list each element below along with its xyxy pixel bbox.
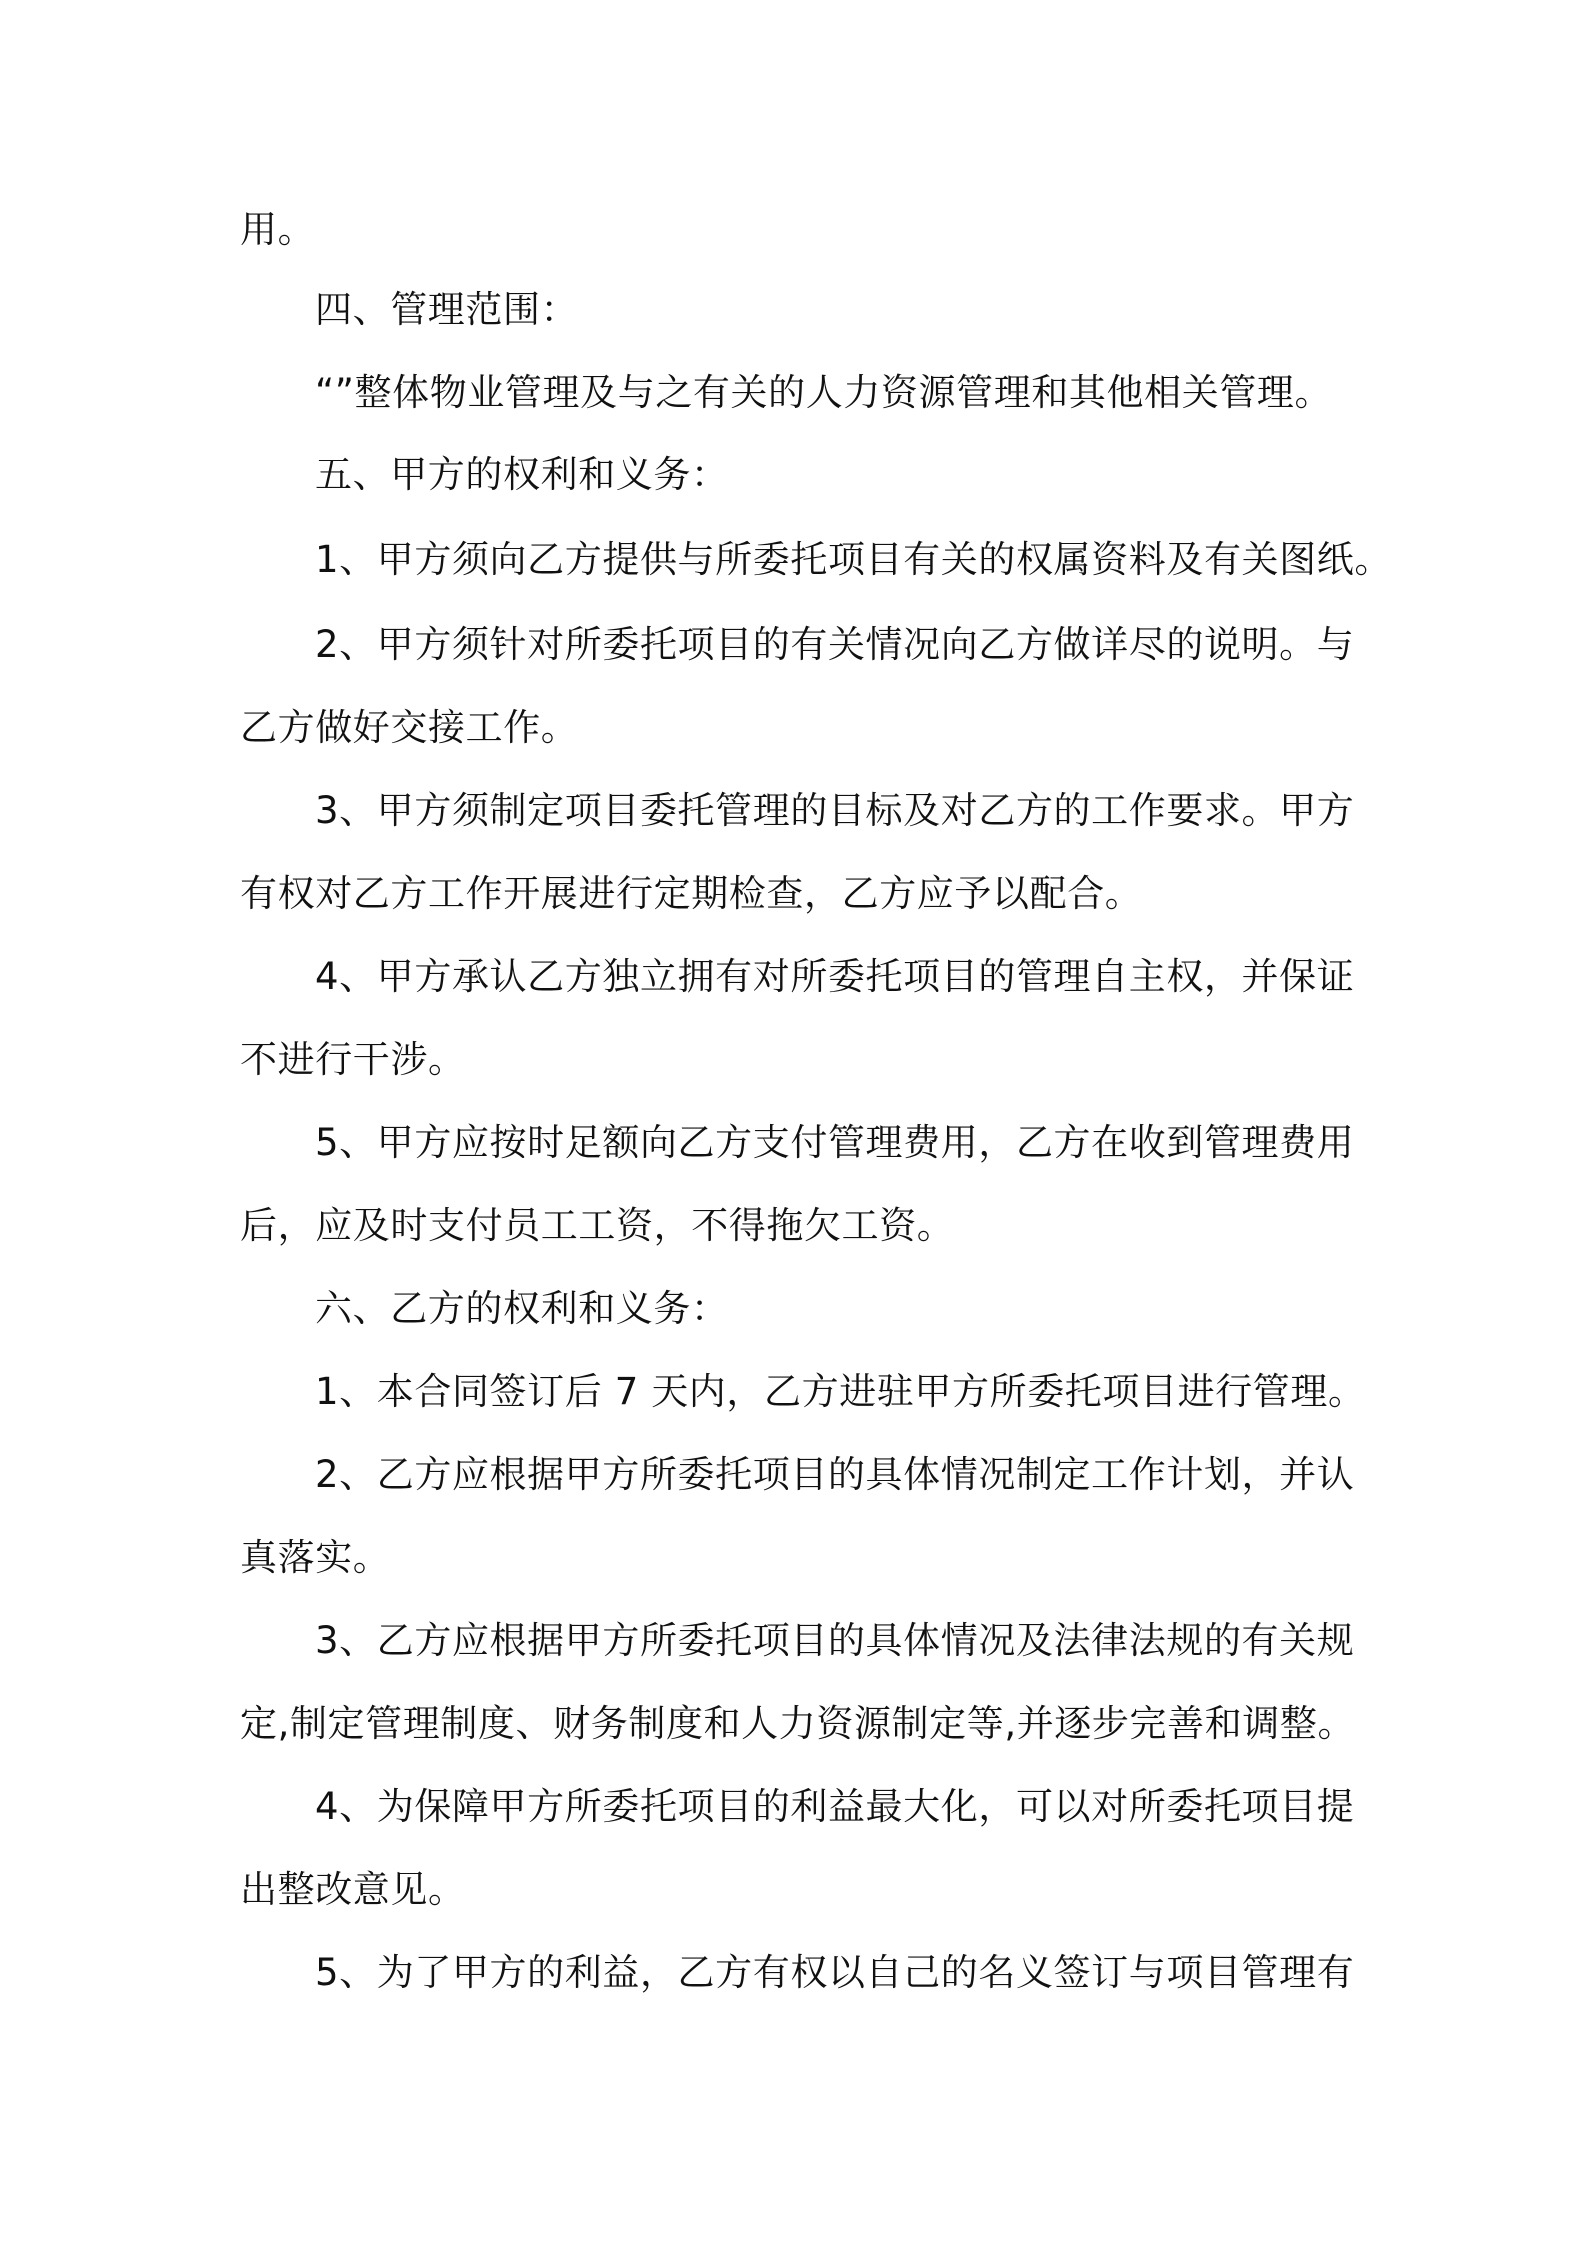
text-line: 1、本合同签订后 7 天内，乙方进驻甲方所委托项目进行管理。 (315, 1370, 1366, 1413)
text-line: 3、甲方须制定项目委托管理的目标及对乙方的工作要求。甲方 (315, 789, 1355, 832)
text-line: 4、甲方承认乙方独立拥有对所委托项目的管理自主权，并保证 (315, 955, 1355, 998)
text-line: “”整体物业管理及与之有关的人力资源管理和其他相关管理。 (315, 371, 1333, 414)
text-line: 2、甲方须针对所委托项目的有关情况向乙方做详尽的说明。与 (315, 623, 1355, 666)
text-line: 乙方做好交接工作。 (240, 706, 579, 749)
text-line: 用。 (240, 208, 316, 251)
section-heading-6: 六、乙方的权利和义务： (315, 1287, 729, 1330)
text-line: 不进行干涉。 (240, 1038, 466, 1081)
text-line: 出整改意见。 (240, 1868, 466, 1911)
text-line: 4、为保障甲方所委托项目的利益最大化，可以对所委托项目提 (315, 1785, 1355, 1828)
section-heading-4: 四、管理范围： (315, 288, 579, 331)
text-line: 3、乙方应根据甲方所委托项目的具体情况及法律法规的有关规 (315, 1619, 1355, 1662)
text-line: 5、甲方应按时足额向乙方支付管理费用，乙方在收到管理费用 (315, 1121, 1355, 1164)
text-line: 1、甲方须向乙方提供与所委托项目有关的权属资料及有关图纸。 (315, 538, 1392, 581)
text-line: 2、乙方应根据甲方所委托项目的具体情况制定工作计划，并认 (315, 1453, 1355, 1496)
text-line: 定,制定管理制度、财务制度和人力资源制定等,并逐步完善和调整。 (240, 1702, 1356, 1745)
text-line: 后，应及时支付员工工资，不得拖欠工资。 (240, 1204, 955, 1247)
text-line: 真落实。 (240, 1536, 391, 1579)
text-line: 有权对乙方工作开展进行定期检查，乙方应予以配合。 (240, 872, 1143, 915)
text-line: 5、为了甲方的利益，乙方有权以自己的名义签订与项目管理有 (315, 1951, 1355, 1994)
section-heading-5: 五、甲方的权利和义务： (315, 453, 729, 496)
